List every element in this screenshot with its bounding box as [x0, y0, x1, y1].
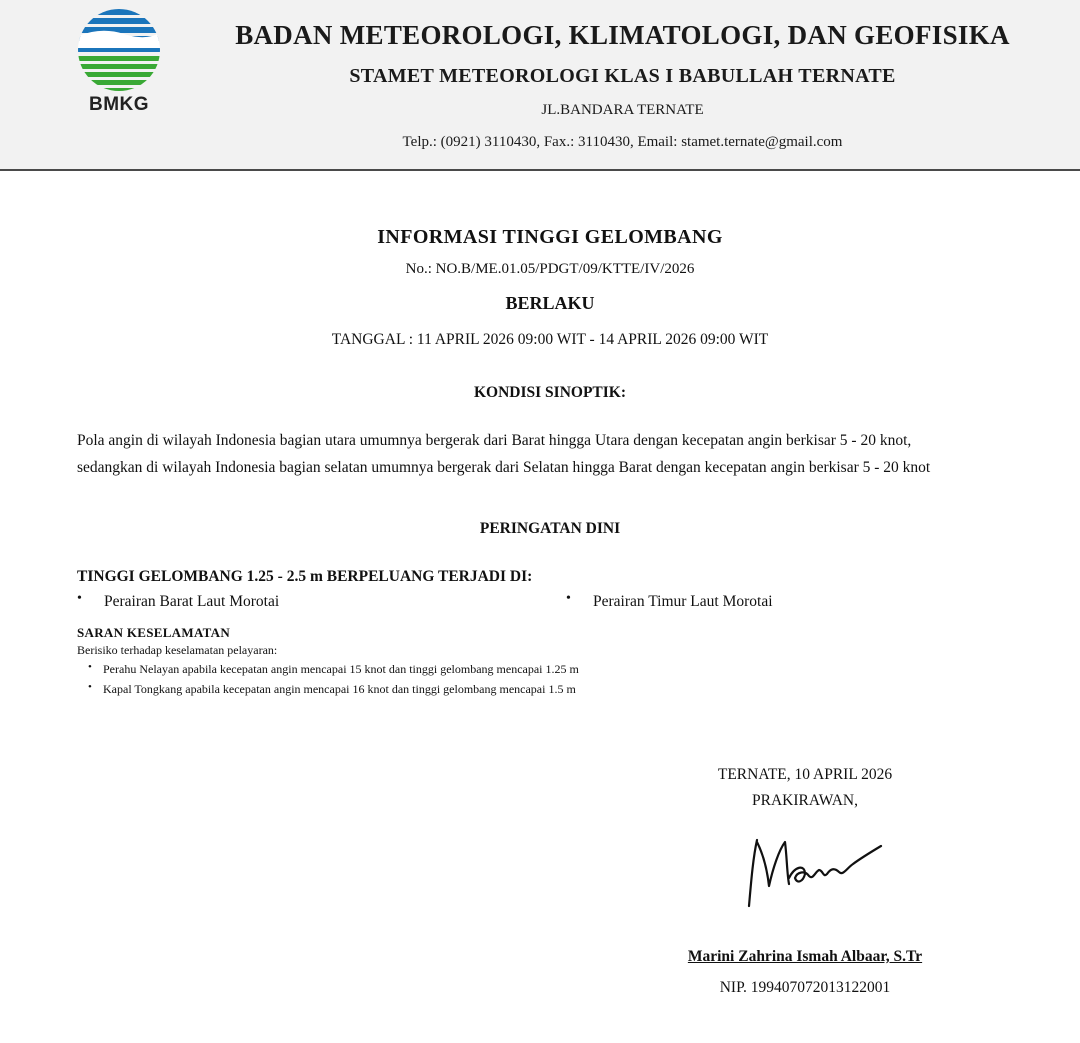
bullet-icon: • — [88, 661, 92, 673]
safety-intro: Berisiko terhadap keselamatan pelayaran: — [77, 643, 278, 657]
station-name: STAMET METEOROLOGI KLAS I BABULLAH TERNATE — [349, 65, 896, 87]
warning-area — [77, 591, 280, 611]
synoptic-line-1: Pola angin di wilayah Indonesia bagian utara umumnya bergerak dari Barat hingga Utara dengan kecepatan angin berkisar 5 - 20 knot, — [77, 432, 912, 449]
area-label: Perairan Timur Laut Morotai — [593, 593, 773, 610]
signatory-nip: NIP. 199407072013122001 — [719, 979, 891, 996]
bullet-icon: • — [88, 681, 92, 693]
area-label: Perairan Barat Laut Morotai — [104, 593, 280, 610]
safety-item-text: Perahu Nelayan apabila kecepatan angin mencapai 15 knot dan tinggi gelombang mencapai 1.25 m — [103, 662, 579, 676]
signatory-name: Marini Zahrina Ismah Albaar, S.Tr — [687, 948, 923, 965]
synoptic-line-2: sedangkan di wilayah Indonesia bagian selatan umumnya bergerak dari Selatan hingga Barat dengan kecepatan angin berkisar 5 - 20 knot — [77, 459, 931, 476]
station-address: JL.BANDARA TERNATE — [541, 102, 704, 118]
agency-name: BADAN METEOROLOGI, KLIMATOLOGI, DAN GEOFISIKA — [235, 20, 1010, 50]
logo-text: BMKG — [88, 94, 150, 115]
bullet-icon: • — [566, 591, 571, 606]
wave-height-heading: TINGGI GELOMBANG 1.25 - 2.5 m BERPELUANG TERJADI DI: — [77, 568, 533, 585]
safety-heading: SARAN KESELAMATAN — [77, 625, 231, 640]
letterhead — [0, 0, 1080, 171]
safety-item — [88, 661, 579, 677]
safety-item-text: Kapal Tongkang apabila kecepatan angin mencapai 16 knot dan tinggi gelombang mencapai 1.5 m — [103, 682, 576, 696]
bullet-icon: • — [77, 591, 82, 606]
warning-area — [566, 591, 773, 611]
signature-place-date: TERNATE, 10 APRIL 2026 — [717, 766, 893, 783]
handwritten-signature — [735, 828, 885, 910]
validity-label: BERLAKU — [505, 293, 595, 313]
station-contact: Telp.: (0921) 3110430, Fax.: 3110430, Email: stamet.ternate@gmail.com — [402, 134, 843, 150]
document-title: INFORMASI TINGGI GELOMBANG — [377, 226, 723, 248]
signature-role: PRAKIRAWAN, — [752, 792, 858, 809]
synoptic-heading: KONDISI SINOPTIK: — [473, 384, 627, 401]
document-number: No.: NO.B/ME.01.05/PDGT/09/KTTE/IV/2026 — [405, 261, 695, 277]
validity-date-range: TANGGAL : 11 APRIL 2026 09:00 WIT - 14 APRIL 2026 09:00 WIT — [331, 331, 769, 348]
safety-item — [88, 681, 576, 697]
early-warning-heading: PERINGATAN DINI — [479, 520, 621, 537]
